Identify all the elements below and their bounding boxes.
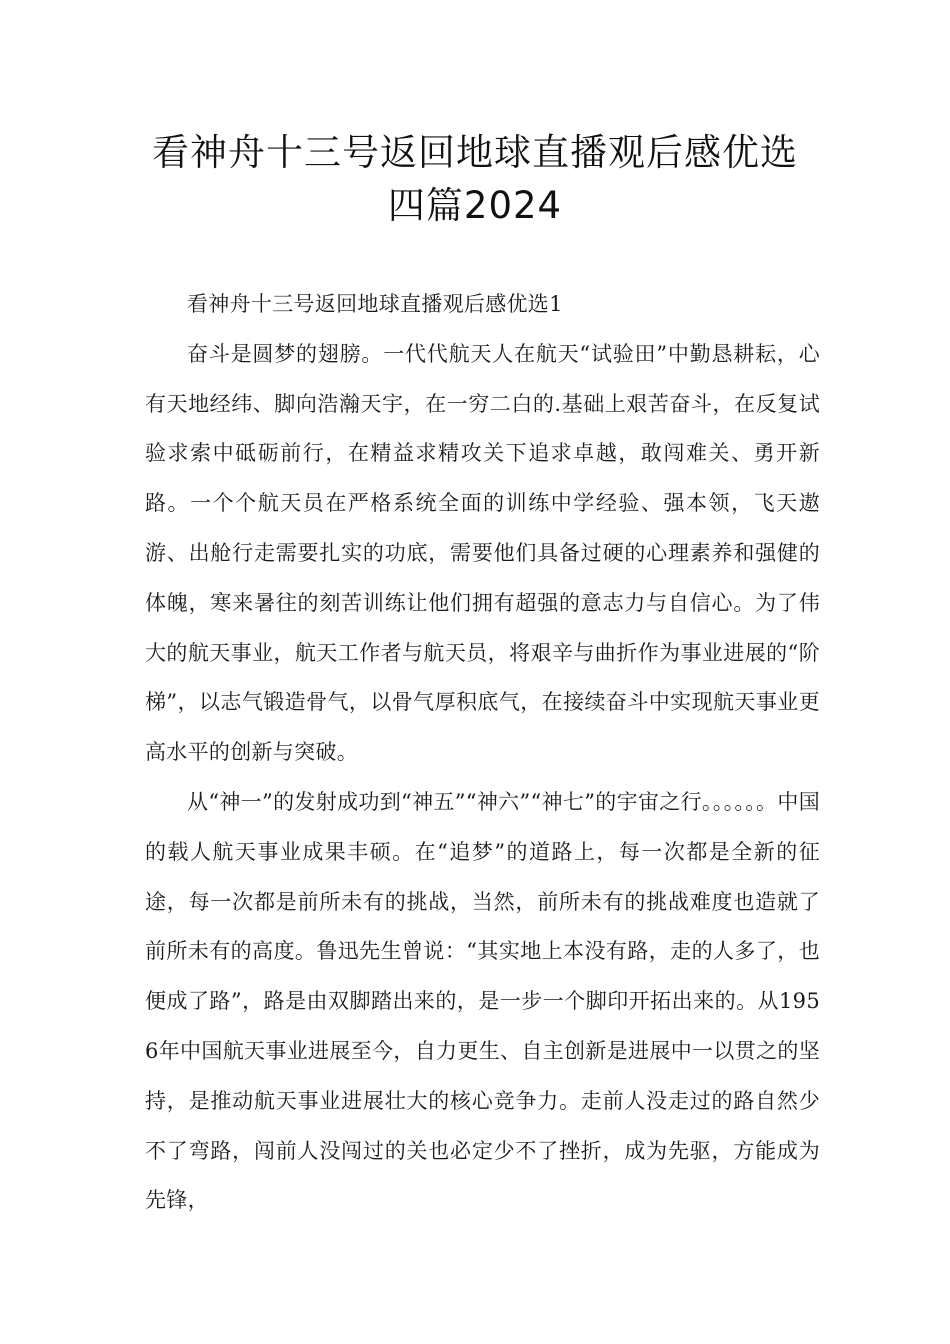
title-line-2: 四篇2024 [387, 184, 563, 227]
title-line-1: 看神舟十三号返回地球直播观后感优选 [152, 131, 798, 174]
paragraph-1: 奋斗是圆梦的翅膀。一代代航天人在航天“试验田”中勤恳耕耘，心有天地经纬、脚向浩瀚天宇，在一穷二白的.基础上艰苦奋斗，在反复试验求索中砥砺前行，在精益求精攻关下追求卓越，敢闯难关、勇开新路。一个个航天员在严格系统全面的训练中学经验、强本领，飞天遨游、出舱行走需要扎实的功底，需要他们具备过硬的心理素养和强健的体魄，寒来暑往的刻苦训练让他们拥有超强的意志力与自信心。为了伟大的航天事业，航天工作者与航天员，将艰辛与曲折作为事业进展的“阶梯”，以志气锻造骨气，以骨气厚积底气，在接续奋斗中实现航天事业更高水平的创新与突破。 [145, 341, 820, 765]
section-heading: 看神舟十三号返回地球直播观后感优选1 [187, 292, 563, 316]
document-title [100, 126, 850, 232]
paragraph-2: 从“神一”的发射成功到“神五”“神六”“神七”的宇宙之行。。。。。。中国的载人航天事业成果丰硕。在“追梦”的道路上，每一次都是全新的征途，每一次都是前所未有的挑战，当然，前所未有的挑战难度也造就了前所未有的高度。鲁迅先生曾说：“其实地上本没有路，走的人多了，也便成了路”，路是由双脚踏出来的，是一步一个脚印开拓出来的。从1956年中国航天事业进展至今，自力更生、自主创新是进展中一以贯之的坚持，是推动航天事业进展壮大的核心竞争力。走前人没走过的路自然少不了弯路，闯前人没闯过的关也必定少不了挫折，成为先驱，方能成为先锋， [145, 789, 820, 1213]
document-body [145, 280, 820, 1226]
